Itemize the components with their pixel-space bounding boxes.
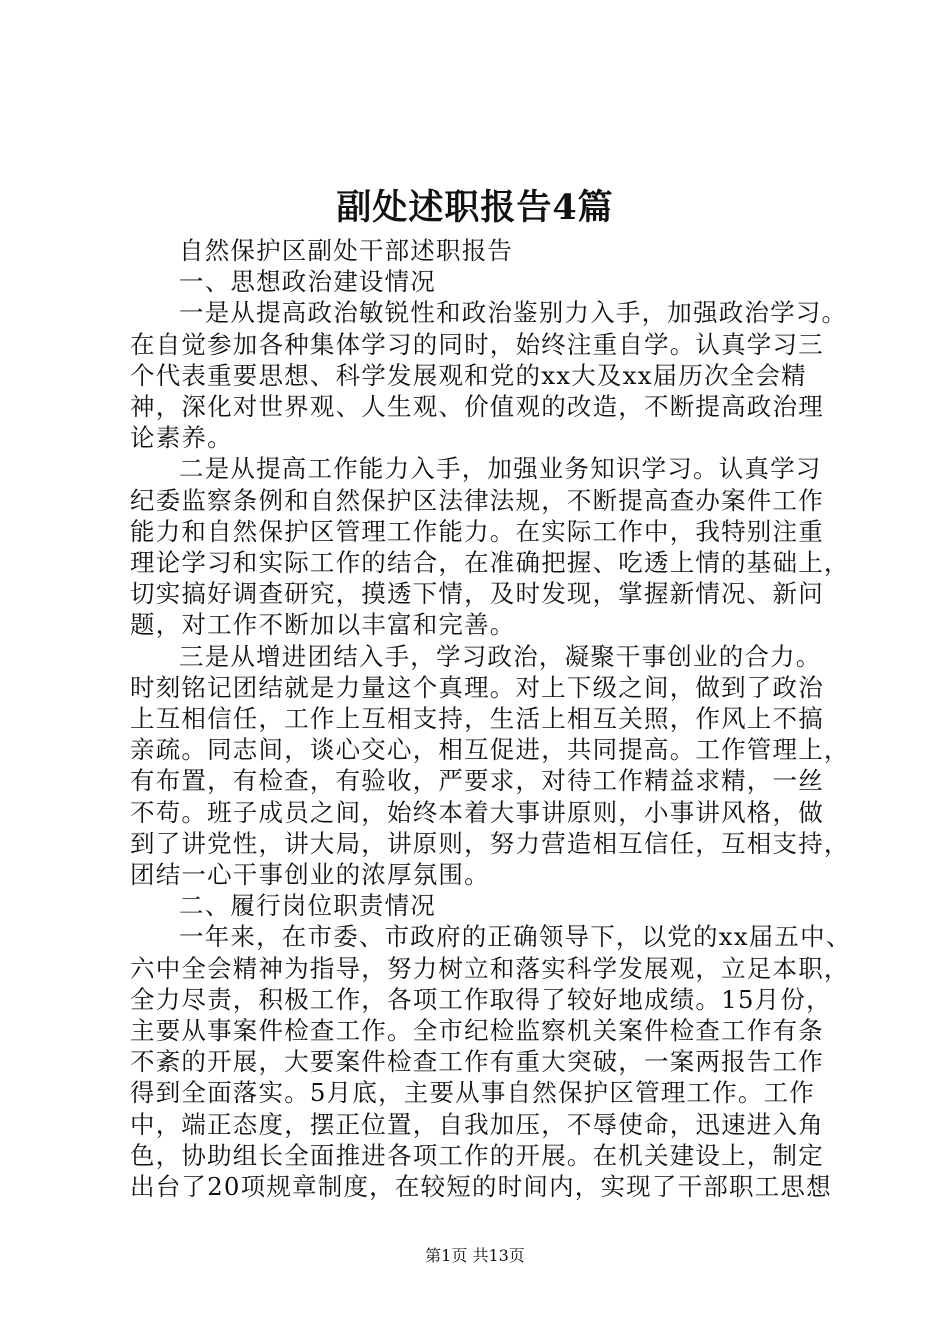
text-line: 一、思想政治建设情况 bbox=[179, 267, 436, 297]
text-line: 一年来，在市委、市政府的正确领导下，以党的xx届五中、 bbox=[179, 922, 852, 952]
page-footer: 第1页 共13页 bbox=[425, 1246, 525, 1265]
text-line: 中，端正态度，摆正位置，自我加压，不辱使命，迅速进入角 bbox=[130, 1109, 824, 1139]
text-line: 三是从增进团结入手，学习政治，凝聚干事创业的合力。 bbox=[179, 641, 822, 671]
text-line: 论素养。 bbox=[130, 423, 233, 453]
text-line: 纪委监察条例和自然保护区法律法规，不断提高查办案件工作 bbox=[130, 485, 824, 515]
text-line: 有布置，有检查，有验收，严要求，对待工作精益求精，一丝 bbox=[130, 766, 824, 796]
text-line: 自然保护区副处干部述职报告 bbox=[179, 236, 514, 265]
text-line: 二是从提高工作能力入手，加强业务知识学习。认真学习 bbox=[179, 454, 822, 484]
text-line: 全力尽责，积极工作，各项工作取得了较好地成绩。15月份， bbox=[130, 984, 832, 1014]
text-line: 不紊的开展，大要案件检查工作有重大突破，一案两报告工作 bbox=[130, 1047, 824, 1077]
text-line: 上互相信任，工作上互相支持，生活上相互关照，作风上不搞 bbox=[130, 704, 824, 734]
text-line: 在自觉参加各种集体学习的同时，始终注重自学。认真学习三 bbox=[130, 329, 824, 359]
section-heading bbox=[130, 890, 854, 921]
text-line: 六中全会精神为指导，努力树立和落实科学发展观，立足本职， bbox=[130, 953, 850, 983]
text-line: 时刻铭记团结就是力量这个真理。对上下级之间，做到了政治 bbox=[130, 672, 824, 702]
paragraph bbox=[130, 641, 854, 891]
text-line: 切实搞好调查研究，摸透下情，及时发现，掌握新情况、新问 bbox=[130, 579, 824, 609]
text-line: 亲疏。同志间，谈心交心，相互促进，共同提高。工作管理上， bbox=[130, 735, 850, 765]
text-line: 出台了20项规章制度，在较短的时间内，实现了干部职工思想 bbox=[130, 1172, 832, 1202]
text-line: 不苟。班子成员之间，始终本着大事讲原则，小事讲风格，做 bbox=[130, 797, 824, 827]
paragraph bbox=[130, 297, 854, 453]
text-line: 主要从事案件检查工作。全市纪检监察机关案件检查工作有条 bbox=[130, 1016, 824, 1046]
paragraph bbox=[130, 235, 854, 266]
text-line: 神，深化对世界观、人生观、价值观的改造，不断提高政治理 bbox=[130, 392, 824, 422]
paragraph bbox=[130, 921, 854, 1202]
text-line: 得到全面落实。5月底，主要从事自然保护区管理工作。工作 bbox=[130, 1078, 815, 1108]
text-line: 一是从提高政治敏锐性和政治鉴别力入手，加强政治学习。 bbox=[179, 298, 848, 328]
text-line: 到了讲党性，讲大局，讲原则，努力营造相互信任，互相支持， bbox=[130, 828, 850, 858]
text-line: 理论学习和实际工作的结合，在准确把握、吃透上情的基础上， bbox=[130, 548, 850, 578]
paragraph bbox=[130, 453, 854, 640]
text-line: 能力和自然保护区管理工作能力。在实际工作中，我特别注重 bbox=[130, 516, 824, 546]
text-line: 个代表重要思想、科学发展观和党的xx大及xx届历次全会精 bbox=[130, 360, 807, 390]
text-line: 色，协助组长全面推进各项工作的开展。在机关建设上，制定 bbox=[130, 1140, 824, 1170]
text-line: 二、履行岗位职责情况 bbox=[179, 891, 436, 921]
document-title: 副处述职报告4篇 bbox=[336, 187, 614, 228]
document-body bbox=[130, 235, 854, 1202]
section-heading bbox=[130, 266, 854, 297]
text-line: 团结一心干事创业的浓厚氛围。 bbox=[130, 860, 490, 890]
text-line: 题，对工作不断加以丰富和完善。 bbox=[130, 610, 516, 640]
